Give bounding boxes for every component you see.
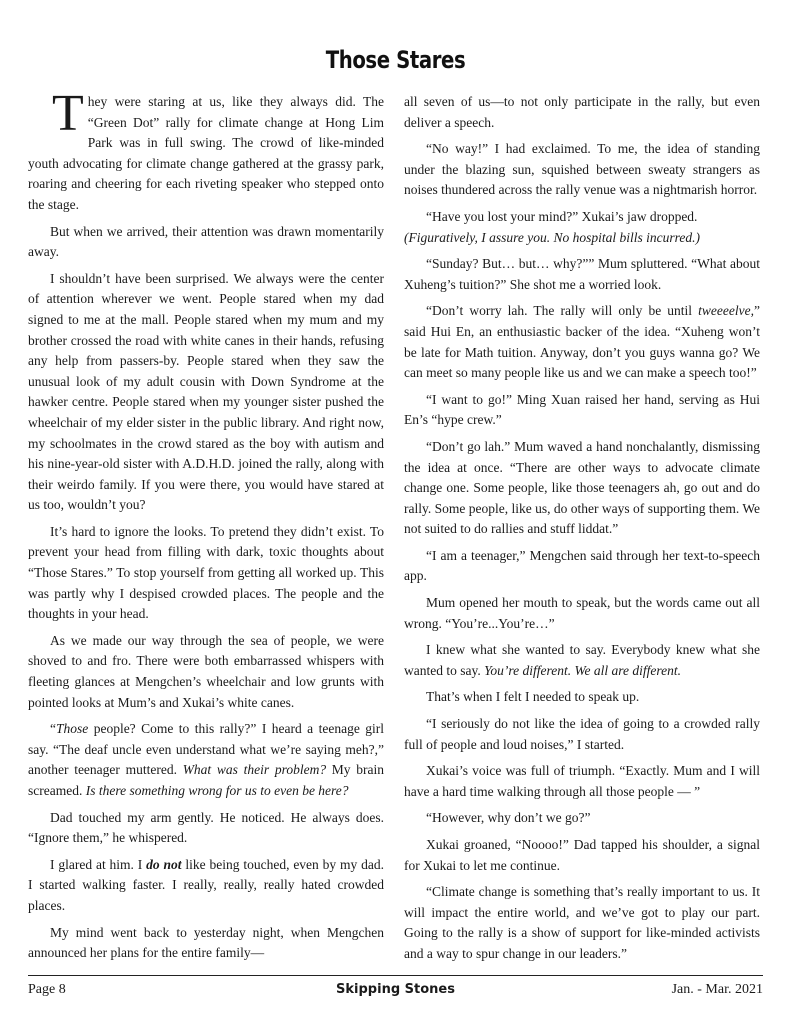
paragraph: Xukai groaned, “Noooo!” Dad tapped his shoulder, a signal for Xukai to let me continue. — [404, 837, 760, 873]
footer-rule — [28, 975, 763, 976]
paragraph: “Don’t go lah.” Mum waved a hand nonchalantly, dismissing the idea at once. “There are other ways to advocate climate change one. Some people, like those teenagers ah, go out and do rally. Some people, like us, do other ways of supporting them. We not suited to do rallies and stuff liddat.” — [404, 438, 760, 537]
paragraph-text: hey were staring at us, like they always did. The “Green Dot” rally for climate change at Hong Lim Park was in full swing. The crowd of like-minded youth advocating for climate change gathered at the grassy park, roaring and cheering for each riveting speaker who stepped onto the stage. — [28, 94, 384, 212]
text-span: like being touched, even by my dad. I started walking faster. I really, really, really hated crowded places. — [28, 856, 385, 913]
paragraph — [28, 719, 384, 801]
italic-span: Those — [56, 721, 89, 737]
paragraph: “No way!” I had exclaimed. To me, the idea of standing under the blazing sun, squished between sweaty strangers as noises thundered across the rally venue was a nightmarish horror. — [404, 141, 760, 198]
text-span: I knew what she wanted to say. Everybody knew what she wanted to say. — [404, 642, 760, 678]
right-column — [404, 92, 760, 971]
text-span: “Don’t worry lah. The rally will only be until — [426, 303, 699, 319]
page-number: Page 8 — [28, 982, 66, 997]
paragraph — [404, 640, 760, 681]
paragraph — [404, 207, 760, 248]
paragraph: “I seriously do not like the idea of going to a crowded rally full of people and loud noises,” I started. — [404, 716, 760, 752]
text-span: ” said Hui En, an enthusiastic backer of the idea. “Xuheng won’t be late for Math tuition. Anyway, don’t you guys wanna go? We can meet so many people like us and we can make a speech too!” — [404, 303, 760, 381]
left-column — [28, 85, 385, 970]
paragraph: But when we arrived, their attention was drawn momentarily away. — [28, 223, 384, 260]
italic-span: Is there something wrong for us to even be here? — [85, 783, 349, 798]
paragraph: “However, why don’t we go?” — [426, 810, 591, 826]
paragraph: Xukai’s voice was full of triumph. “Exactly. Mum and I will have a hard time walking through all those people — ” — [404, 763, 760, 799]
paragraph: Dad touched my arm gently. He noticed. He always does. “Ignore them,” he whispered. — [28, 809, 384, 846]
paragraph: I shouldn’t have been surprised. We always were the center of attention wherever we went. People stared when my dad signed to me at the mall. People stared when my mum and my brother crossed the road with white canes in their hands, refusing any help from passers-by. People stared when they saw the unusual look of my adult cousin with Down Syndrome at the hawker centre. People stared when my younger sister pushed the wheelchair of my elder sister in the public library. And right now, my schoolmates in the crowd stared as the boy with autism and his nine-year-old sister with A.D.H.D. joined the rally, along with their weirdo family. If you were there, you would have stared at us too, wouldn’t you? — [28, 270, 384, 513]
page-footer — [28, 982, 763, 1002]
italic-span: You’re different. We all are different. — [484, 662, 681, 678]
paragraph — [28, 85, 384, 216]
text-span: “Have you lost your mind?” Xukai’s jaw dropped. — [426, 208, 698, 224]
paragraph: It’s hard to ignore the looks. To pretend they didn’t exist. To prevent your head from filling with dark, toxic thoughts about “Those Stares.” To stop yourself from getting all worked up. This was partly why I despised crowded places. The people and the thoughts in your head. — [28, 523, 384, 622]
emphasis-span: do not — [146, 856, 182, 872]
paragraph: Mum opened her mouth to speak, but the words came out all wrong. “You’re...You’re…” — [404, 595, 760, 631]
paragraph: “Climate change is something that’s really important to us. It will impact the entire world, and we’ve got to play our part. Going to the rally is a show of support for like-minded activists and a way to spur change in our leaders.” — [404, 884, 760, 961]
text-span: I glared at him. I — [50, 856, 147, 872]
paragraph: “I am a teenager,” Mengchen said through her text-to-speech app. — [404, 547, 760, 584]
text-span: My brain screamed. — [28, 762, 384, 798]
paragraph: “I want to go!” Ming Xuan raised her hand, serving as Hui En’s “hype crew.” — [404, 391, 760, 428]
paragraph: As we made our way through the sea of people, we were shoved to and fro. There were both embarrassed whispers with fleeting glances at Mengchen’s wheelchair and low grunts with pointed looks at Mum’s and Xukai’s white canes. — [28, 632, 384, 710]
paragraph: “Sunday? But… but… why?”” Mum spluttered. “What about Xuheng’s tuition?” She shot me a worried look. — [404, 256, 760, 292]
paragraph: My mind went back to yesterday night, when Mengchen announced her plans for the entire family— — [28, 924, 384, 961]
paragraph — [28, 855, 384, 917]
text-span: people? Come to this rally?” I heard a teenage girl say. “The deaf uncle even understand what we’re saying meh?,” another teenager muttered. — [28, 721, 384, 778]
magazine-name: Skipping Stones — [336, 982, 455, 997]
article-title: Those Stares — [325, 46, 466, 74]
italic-span: (Figuratively, I assure you. No hospital bills incurred.) — [404, 229, 700, 245]
paragraph: all seven of us—to not only participate in the rally, but even deliver a speech. — [404, 94, 760, 130]
italic-span: tweeeelve, — [698, 303, 754, 319]
paragraph — [404, 301, 760, 383]
italic-span: What was their problem? — [182, 762, 327, 778]
drop-cap: T — [52, 85, 84, 142]
issue-date: Jan. - Mar. 2021 — [671, 982, 763, 997]
text-span: “ — [50, 721, 56, 737]
paragraph: That’s when I felt I needed to speak up. — [426, 689, 640, 705]
